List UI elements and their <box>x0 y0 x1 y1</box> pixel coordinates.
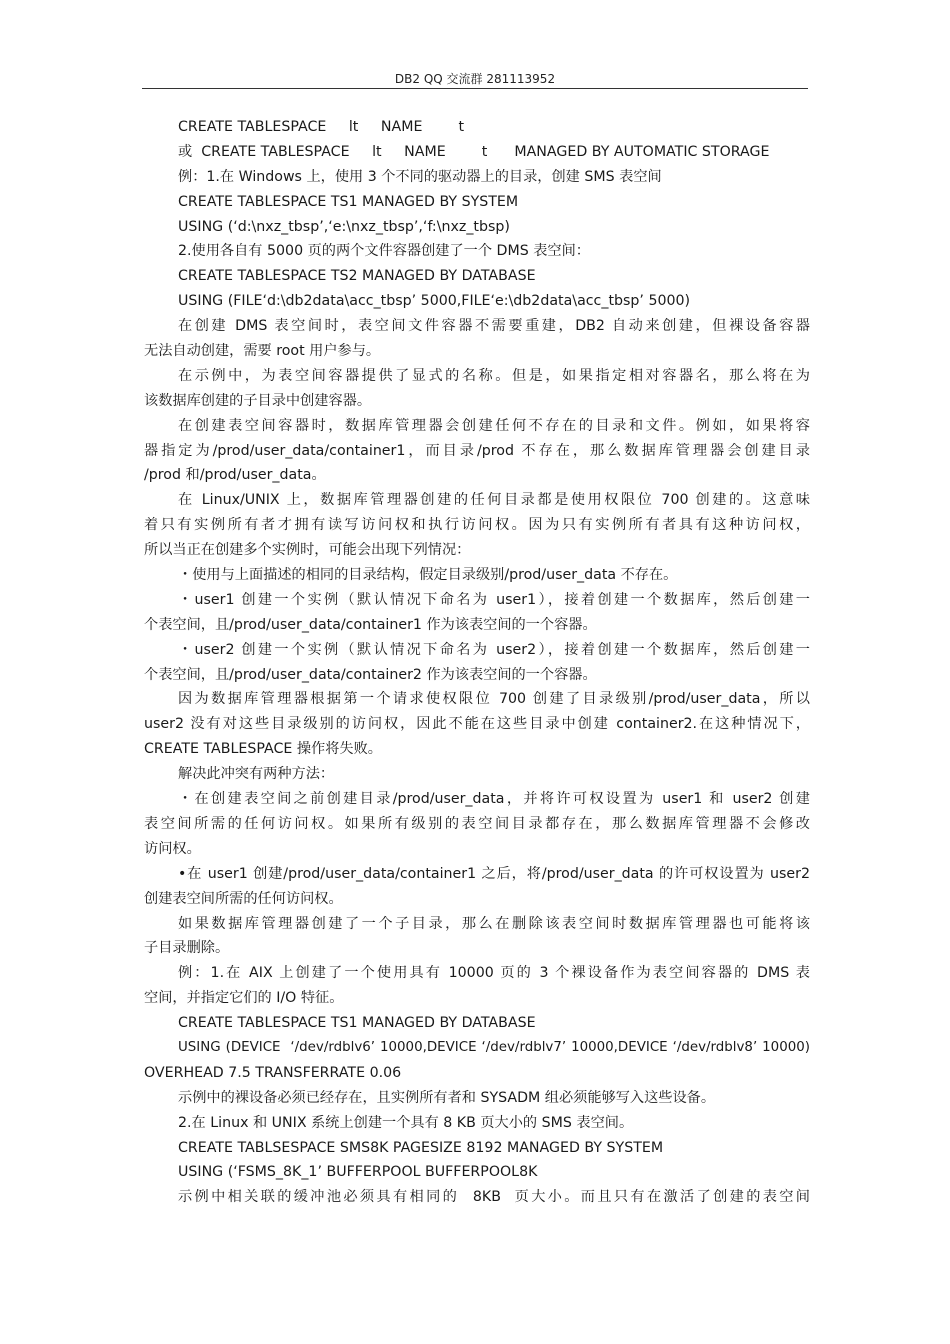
text-line: 示例中的裸设备必须已经存在，且实例所有者和 SYSADM 组必须能够写入这些设备。 <box>178 1089 716 1106</box>
text-line: 如果数据库管理器创建了一个子目录，那么在删除该表空间时数据库管理器也可能将该 <box>178 915 810 932</box>
text-line: 2.在 Linux 和 UNIX 系统上创建一个具有 8 KB 页大小的 SMS 表空间。 <box>178 1114 634 1131</box>
text-line: 或 CREATE TABLESPACE lt NAME t MANAGED BY AUTOMATIC STORAGE <box>178 143 770 160</box>
text-line: 在 Linux/UNIX 上，数据库管理器创建的任何目录都是使用权限位 700 创建的。这意味 <box>178 492 810 509</box>
code-line: OVERHEAD 7.5 TRANSFERRATE 0.06 <box>144 1064 402 1081</box>
text-line: 子目录删除。 <box>144 940 230 957</box>
text-line: 个表空间，且/prod/user_data/container2 作为该表空间的一个容器。 <box>144 666 597 683</box>
code-line: USING (‘d:\nxz_tbsp’,‘e:\nxz_tbsp’,‘f:\nxz_tbsp) <box>178 218 510 235</box>
text-line: 着只有实例所有者才拥有读写访问权和执行访问权。因为只有实例所有者具有这种访问权， <box>144 517 810 534</box>
text-line: 该数据库创建的子目录中创建容器。 <box>144 392 372 409</box>
text-line: 个表空间，且/prod/user_data/container1 作为该表空间的一个容器。 <box>144 616 597 633</box>
bullet-line: ・user1 创建一个实例（默认情况下命名为 user1），接着创建一个数据库，然后创建一 <box>178 591 810 608</box>
text-line: /prod 和/prod/user_data。 <box>144 467 326 484</box>
code-line: CREATE TABLESPACE TS1 MANAGED BY DATABASE <box>178 1015 536 1032</box>
code-line: USING (DEVICE ‘/dev/rdblv6’ 10000,DEVICE ‘/dev/rdblv7’ 10000,DEVICE ‘/dev/rdblv8’ 10000) <box>178 1039 810 1055</box>
text-line: 在示例中，为表空间容器提供了显式的名称。但是，如果指定相对容器名，那么将在为 <box>178 367 810 384</box>
bullet-line: ・使用与上面描述的相同的目录结构，假定目录级别/prod/user_data 不存在。 <box>178 567 678 584</box>
text-line: 空间，并指定它们的 I/O 特征。 <box>144 990 344 1007</box>
text-line: CREATE TABLESPACE lt NAME t <box>178 119 465 135</box>
bullet-line: ・user2 创建一个实例（默认情况下命名为 user2），接着创建一个数据库，然后创建一 <box>178 641 810 658</box>
code-line: CREATE TABLESPACE TS2 MANAGED BY DATABASE <box>178 268 536 285</box>
text-line: CREATE TABLESPACE 操作将失败。 <box>144 741 382 758</box>
bullet-line: ・在创建表空间之前创建目录/prod/user_data，并将许可权设置为 user1 和 user2 创建 <box>178 791 810 808</box>
text-line: 示例中相关联的缓冲池必须具有相同的 8KB 页大小。而且只有在激活了创建的表空间 <box>178 1189 810 1206</box>
header-divider <box>142 88 808 89</box>
text-line: 2.使用各自有 5000 页的两个文件容器创建了一个 DMS 表空间： <box>178 243 590 260</box>
code-line: CREATE TABLESPACE TS1 MANAGED BY SYSTEM <box>178 193 519 210</box>
text-line: 例：1.在 Windows 上，使用 3 个不同的驱动器上的目录，创建 SMS 表空间 <box>178 168 662 185</box>
text-line: 在创建 DMS 表空间时，表空间文件容器不需要重建，DB2 自动来创建，但裸设备容器 <box>178 318 810 335</box>
code-line: USING (‘FSMS_8K_1’ BUFFERPOOL BUFFERPOOL8K <box>178 1164 538 1181</box>
text-line: 解决此冲突有两种方法： <box>178 766 335 783</box>
text-line: 在创建表空间容器时，数据库管理器会创建任何不存在的目录和文件。例如，如果将容 <box>178 417 810 434</box>
code-line: CREATE TABLSESPACE SMS8K PAGESIZE 8192 MANAGED BY SYSTEM <box>178 1139 664 1156</box>
bullet-line: •在 user1 创建/prod/user_data/container1 之后，将/prod/user_data 的许可权设置为 user2 <box>178 865 810 882</box>
code-line: USING (FILE‘d:\db2data\acc_tbsp’ 5000,FILE‘e:\db2data\acc_tbsp’ 5000) <box>178 293 691 310</box>
text-line: 器指定为/prod/user_data/container1，而目录/prod 不存在，那么数据库管理器会创建目录 <box>144 442 810 459</box>
text-line: 无法自动创建，需要 root 用户参与。 <box>144 343 381 360</box>
text-line: 表空间所需的任何访问权。如果所有级别的表空间目录都存在，那么数据库管理器不会修改 <box>144 815 810 832</box>
text-line: 所以当正在创建多个实例时，可能会出现下列情况： <box>144 542 471 559</box>
page-header: DB2 QQ 交流群 281113952 <box>394 72 556 86</box>
text-line: user2 没有对这些目录级别的访问权，因此不能在这些目录中创建 container2.在这种情况下， <box>144 716 810 733</box>
text-line: 访问权。 <box>144 840 201 857</box>
text-line: 因为数据库管理器根据第一个请求使权限位 700 创建了目录级别/prod/user_data，所以 <box>178 691 810 708</box>
text-line: 例：1.在 AIX 上创建了一个使用具有 10000 页的 3 个裸设备作为表空间容器的 DMS 表 <box>178 965 810 982</box>
document-body <box>144 115 810 1210</box>
text-line: 创建表空间所需的任何访问权。 <box>144 890 343 907</box>
